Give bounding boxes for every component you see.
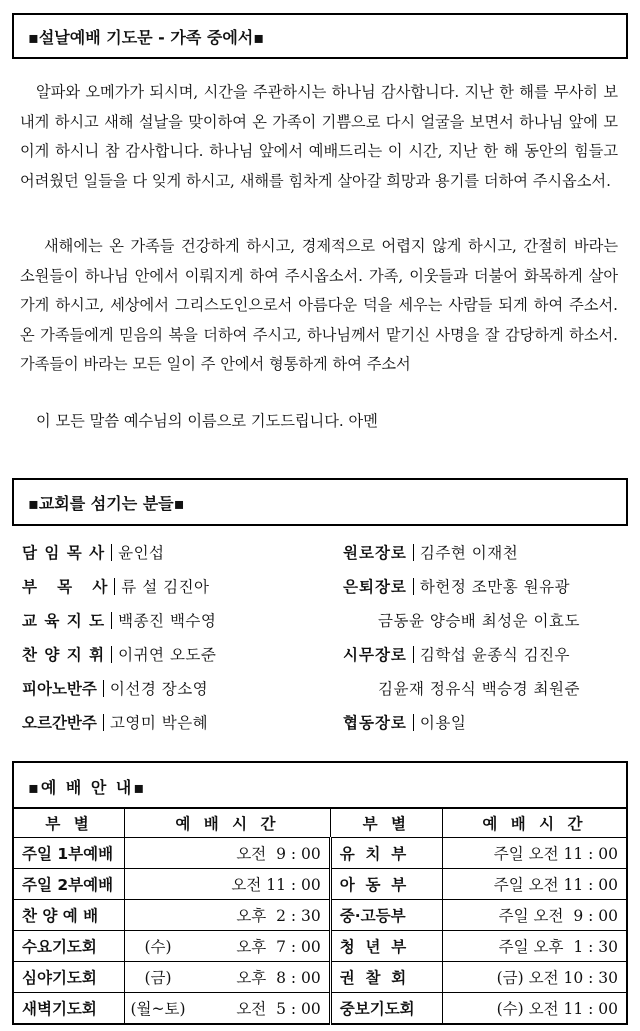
divider (111, 612, 112, 629)
staff-role: 시무장로 (343, 646, 407, 664)
staff-role: 원로장로 (343, 544, 407, 562)
service-day (125, 900, 192, 931)
service-day (125, 869, 192, 900)
staff-entry (22, 640, 216, 668)
divider (103, 714, 104, 731)
staff-section-title: ▪교회를 섬기는 분들▪ (12, 478, 628, 526)
staff-entry (343, 538, 518, 566)
service-name: 수요기도회 (13, 931, 125, 962)
service-name: 중보기도회 (330, 993, 442, 1025)
staff-names: 이귀연 오도준 (118, 646, 217, 664)
service-day (125, 838, 192, 869)
worship-schedule-table (12, 807, 628, 1025)
divider (111, 646, 112, 663)
service-time: (금) 오전 10 : 30 (442, 962, 627, 993)
service-time: 오전 5 : 00 (191, 993, 330, 1025)
staff-role: 담 임 목 사 (22, 544, 106, 562)
service-name: 주일 2부예배 (13, 869, 125, 900)
service-time: 오전 11 : 00 (191, 869, 330, 900)
staff-names: 류 설 김진아 (121, 578, 210, 596)
service-time: 오후 7 : 00 (191, 931, 330, 962)
service-name: 찬 양 예 배 (13, 900, 125, 931)
table-header-row (13, 808, 627, 838)
staff-names: 하헌정 조만홍 원유광 (419, 578, 571, 596)
service-name: 아 동 부 (330, 869, 442, 900)
worship-schedule-title: ▪예 배 안 내▪ (12, 761, 628, 809)
staff-entry (343, 640, 570, 668)
service-day: (금) (125, 962, 192, 993)
table-row (13, 993, 627, 1025)
service-time: 주일 오전 9 : 00 (442, 900, 627, 931)
staff-role: 교 육 지 도 (22, 612, 106, 630)
staff-names: 이선경 장소영 (109, 680, 209, 698)
service-day: (수) (125, 931, 192, 962)
staff-names: 백종진 백수영 (118, 612, 217, 630)
staff-role: 은퇴장로 (343, 578, 407, 596)
table-row (13, 869, 627, 900)
staff-entry (343, 572, 570, 600)
service-name: 청 년 부 (330, 931, 442, 962)
divider (413, 714, 414, 731)
column-header: 부 별 (330, 808, 442, 838)
service-time: (수) 오전 11 : 00 (442, 993, 627, 1025)
divider (413, 544, 414, 561)
staff-entry (22, 674, 208, 702)
staff-role: 피아노반주 (22, 680, 97, 698)
service-time: 주일 오전 11 : 00 (442, 869, 627, 900)
service-name: 유 치 부 (330, 838, 442, 869)
divider (103, 680, 104, 697)
prayer-paragraph-1: 알파와 오메가가 되시며, 시간을 주관하시는 하나님 감사합니다. 지난 한 해를 무사히 보내게 하시고 새해 설날을 맞이하여 온 가족이 기쁨으로 다시 얼굴을 보면서 하나님 앞에 모이게 하시니 참 감사합니다. 하나님 앞에서 예배드리는 이 시간, 지난 한 해 동안의 힘들고 어려웠던 일들을 다 잊게 하시고, 새해를 힘차게 살아갈 희망과 용기를 더하여 주시옵소서. (20, 83, 618, 190)
staff-role: 오르간반주 (22, 714, 97, 732)
service-time: 주일 오후 1 : 30 (442, 931, 627, 962)
staff-role: 찬 양 지 휘 (22, 646, 106, 664)
staff-names: 윤인섭 (118, 544, 165, 562)
staff-entry-continued (378, 674, 580, 702)
staff-role: 협동장로 (343, 714, 407, 732)
table-row (13, 931, 627, 962)
divider (413, 578, 414, 595)
service-name: 주일 1부예배 (13, 838, 125, 869)
staff-names: 김학섭 윤종식 김진우 (419, 646, 571, 664)
staff-role: 부 목 사 (22, 578, 109, 596)
prayer-section-title: ▪설날예배 기도문 - 가족 중에서▪ (12, 13, 628, 59)
column-header: 예 배 시 간 (125, 808, 331, 838)
staff-names: 고영미 박은혜 (109, 714, 209, 732)
staff-entry (22, 606, 216, 634)
divider (114, 578, 115, 595)
service-time: 주일 오전 11 : 00 (442, 838, 627, 869)
staff-names: 김윤재 정유식 백승경 최원준 (378, 680, 580, 698)
divider (413, 646, 414, 663)
service-name: 중·고등부 (330, 900, 442, 931)
service-time: 오전 9 : 00 (191, 838, 330, 869)
staff-entry-continued (378, 606, 580, 634)
staff-entry (22, 708, 208, 736)
service-time: 오후 8 : 00 (191, 962, 330, 993)
staff-entry (22, 538, 165, 566)
prayer-paragraph-2: 새해에는 온 가족들 건강하게 하시고, 경제적으로 어렵지 않게 하시고, 간절히 바라는 소원들이 하나님 안에서 이뤄지게 하여 주시옵소서. 가족, 이웃들과 더불어 화목하게 살아가게 하시고, 세상에서 그리스도인으로서 아름다운 덕을 세우는 사람들 되게 하여 주소서. 온 가족들에게 믿음의 복을 더하여 주시고, 하나님께서 맡기신 사명을 잘 감당하게 하소서. 가족들이 바라는 모든 일이 주 안에서 형통하게 하여 주소서 (20, 237, 618, 373)
table-row (13, 838, 627, 869)
staff-names: 금동윤 양승배 최성운 이효도 (378, 612, 580, 630)
column-header: 부 별 (13, 808, 125, 838)
staff-names: 김주현 이재천 (419, 544, 519, 562)
staff-entry (343, 708, 466, 736)
table-row (13, 900, 627, 931)
service-name: 권 찰 회 (330, 962, 442, 993)
staff-names: 이용일 (419, 714, 467, 732)
table-row (13, 962, 627, 993)
divider (111, 544, 112, 561)
service-name: 심야기도회 (13, 962, 125, 993)
service-time: 오후 2 : 30 (191, 900, 330, 931)
service-day: (월~토) (125, 993, 192, 1025)
staff-entry (22, 572, 210, 600)
prayer-paragraph-3: 이 모든 말씀 예수님의 이름으로 기도드립니다. 아멘 (36, 412, 378, 430)
service-name: 새벽기도회 (13, 993, 125, 1025)
column-header: 예 배 시 간 (442, 808, 627, 838)
